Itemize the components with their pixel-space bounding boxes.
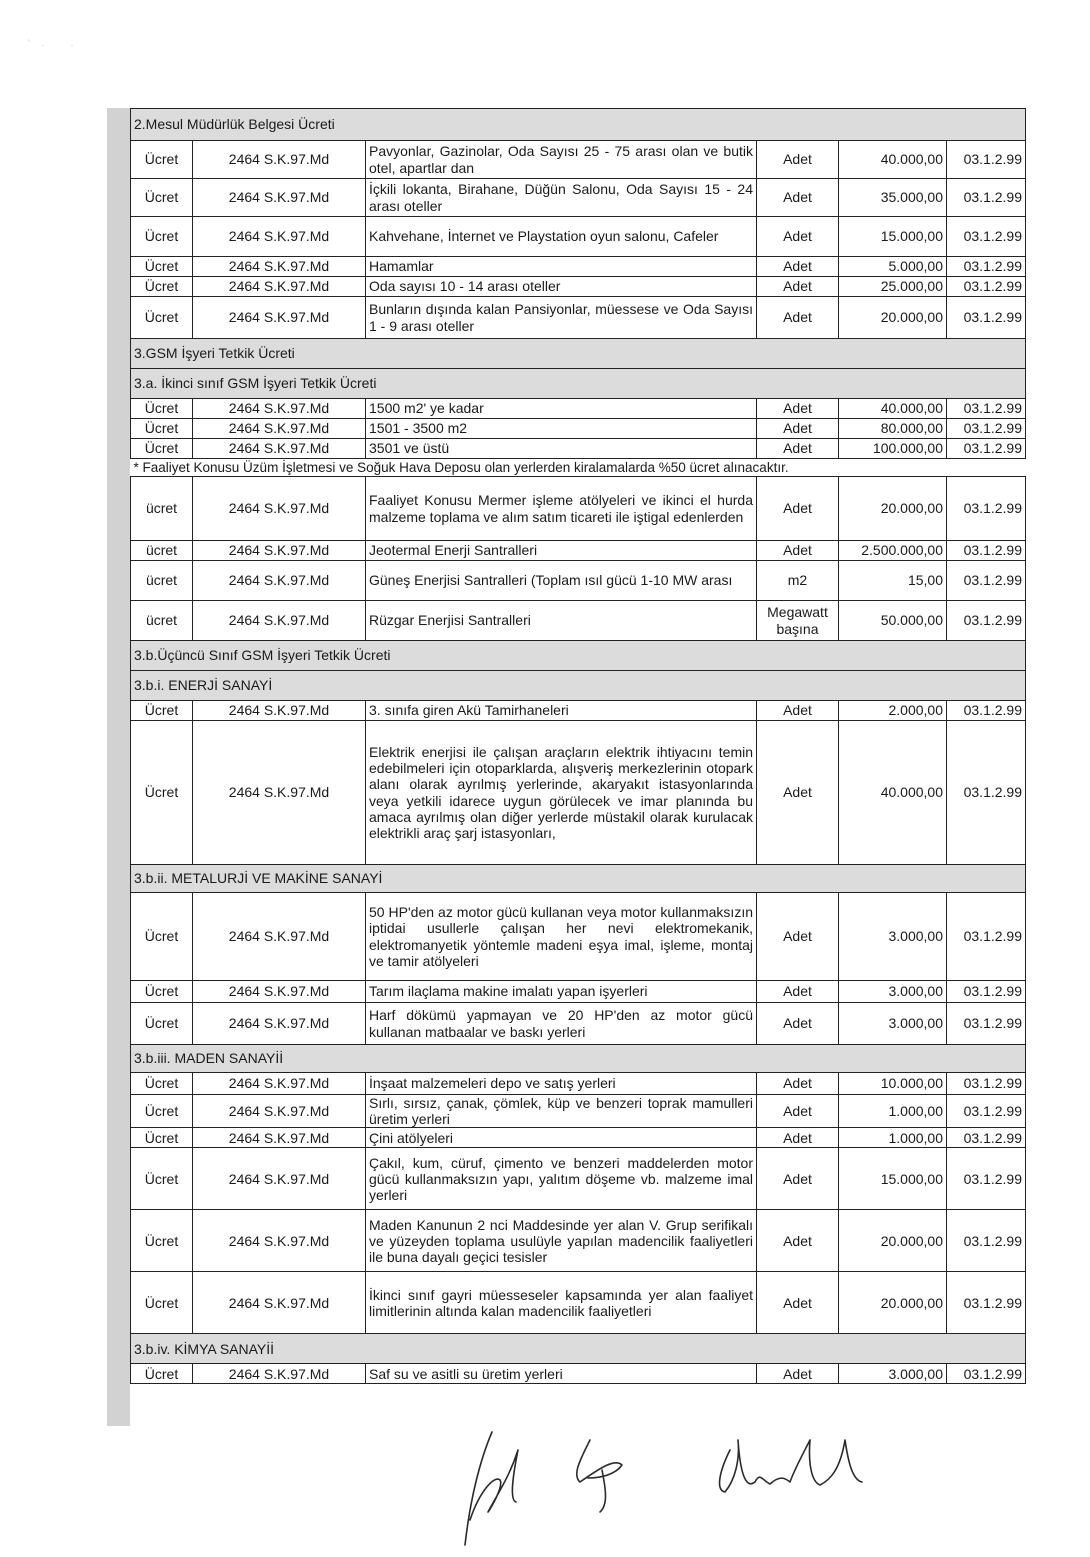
unit-cell: Adet [757,701,839,721]
section-title: 3.b.ii. METALURJİ VE MAKİNE SANAYİ [131,865,1026,893]
fee-type-cell: Ücret [131,1003,193,1045]
law-reference-cell: 2464 S.K.97.Md [193,1272,366,1334]
description-cell: Pavyonlar, Gazinolar, Oda Sayısı 25 - 75 arası olan ve butik otel, apartlar dan [366,141,757,179]
table-row [131,277,1026,297]
table-row [131,1148,1026,1210]
law-reference-cell: 2464 S.K.97.Md [193,179,366,217]
price-cell: 35.000,00 [839,179,947,217]
table-row [131,439,1026,459]
budget-code-cell: 03.1.2.99 [947,1095,1026,1128]
fee-type-cell: Ücret [131,1095,193,1128]
price-cell: 10.000,00 [839,1073,947,1095]
unit-cell: Adet [757,1148,839,1210]
budget-code-cell: 03.1.2.99 [947,561,1026,601]
table-row [131,981,1026,1003]
fee-type-cell: Ücret [131,893,193,981]
table-row [131,1364,1026,1384]
budget-code-cell: 03.1.2.99 [947,1003,1026,1045]
table-row [131,1095,1026,1128]
unit-cell: m2 [757,561,839,601]
signature-3 [720,1440,862,1492]
unit-cell: Adet [757,981,839,1003]
price-cell: 15.000,00 [839,1148,947,1210]
section-header-row [131,339,1026,369]
table-row [131,141,1026,179]
price-cell: 25.000,00 [839,277,947,297]
description-cell: 1500 m2' ye kadar [366,399,757,419]
law-reference-cell: 2464 S.K.97.Md [193,601,366,641]
law-reference-cell: 2464 S.K.97.Md [193,1003,366,1045]
table-row [131,1128,1026,1148]
budget-code-cell: 03.1.2.99 [947,477,1026,541]
law-reference-cell: 2464 S.K.97.Md [193,399,366,419]
section-title: 3.GSM İşyeri Tetkik Ücreti [131,339,1026,369]
description-cell: Kahvehane, İnternet ve Playstation oyun salonu, Cafeler [366,217,757,257]
unit-cell: Adet [757,141,839,179]
binding-stripe [107,108,130,1426]
fee-type-cell: Ücret [131,1148,193,1210]
fee-type-cell: Ücret [131,1128,193,1148]
table-row [131,477,1026,541]
unit-cell: Adet [757,277,839,297]
law-reference-cell: 2464 S.K.97.Md [193,277,366,297]
section-title: 3.a. İkinci sınıf GSM İşyeri Tetkik Ücreti [131,369,1026,399]
law-reference-cell: 2464 S.K.97.Md [193,561,366,601]
price-cell: 3.000,00 [839,893,947,981]
description-cell: İçkili lokanta, Birahane, Düğün Salonu, Oda Sayısı 15 - 24 arası oteller [366,179,757,217]
budget-code-cell: 03.1.2.99 [947,601,1026,641]
fee-type-cell: ücret [131,561,193,601]
section-title: 3.b.iii. MADEN SANAYİİ [131,1045,1026,1073]
description-cell: Güneş Enerjisi Santralleri (Toplam ısıl gücü 1-10 MW arası [366,561,757,601]
footnote-text: * Faaliyet Konusu Üzüm İşletmesi ve Soğuk Hava Deposu olan yerlerden kiralamalarda %50 ücret alınacaktır. [131,459,1026,477]
section-header-row [131,1334,1026,1364]
section-header-row [131,1045,1026,1073]
fee-type-cell: Ücret [131,419,193,439]
law-reference-cell: 2464 S.K.97.Md [193,419,366,439]
section-title: 3.b.Üçüncü Sınıf GSM İşyeri Tetkik Ücreti [131,641,1026,671]
section-title: 3.b.iv. KİMYA SANAYİİ [131,1334,1026,1364]
table-row [131,179,1026,217]
fee-type-cell: Ücret [131,721,193,865]
unit-cell: Adet [757,721,839,865]
price-cell: 2.500.000,00 [839,541,947,561]
budget-code-cell: 03.1.2.99 [947,439,1026,459]
table-row [131,601,1026,641]
description-cell: Çakıl, kum, cüruf, çimento ve benzeri maddelerden motor gücü kullanmaksızın yapı, yalıtım döşeme vb. malzeme imal yerleri [366,1148,757,1210]
table-row [131,297,1026,339]
unit-cell: Adet [757,1364,839,1384]
description-cell: Faaliyet Konusu Mermer işleme atölyeleri ve ikinci el hurda malzeme toplama ve alım satım ticareti ile iştigal edenlerden [366,477,757,541]
price-cell: 5.000,00 [839,257,947,277]
budget-code-cell: 03.1.2.99 [947,419,1026,439]
section-title: 3.b.i. ENERJİ SANAYİ [131,671,1026,701]
description-cell: 3. sınıfa giren Akü Tamirhaneleri [366,701,757,721]
fee-type-cell: ücret [131,601,193,641]
price-cell: 40.000,00 [839,721,947,865]
budget-code-cell: 03.1.2.99 [947,1272,1026,1334]
description-cell: Elektrik enerjisi ile çalışan araçların elektrik ihtiyacını temin edebilmeleri için otoparklarda, alışveriş merkezlerinin otopark alanı olarak ayrılmış yerlerinde, akaryakıt istasyonlarında veya yetkili idarece uygun görülecek ve imar planında bu amaca ayrılmış olan diğer yerlerde müstakil olarak kurulacak elektrikli araç şarj istasyonları, [366,721,757,865]
fee-type-cell: Ücret [131,439,193,459]
price-cell: 40.000,00 [839,399,947,419]
price-cell: 3.000,00 [839,1003,947,1045]
price-cell: 1.000,00 [839,1128,947,1148]
law-reference-cell: 2464 S.K.97.Md [193,1095,366,1128]
unit-cell: Adet [757,217,839,257]
law-reference-cell: 2464 S.K.97.Md [193,141,366,179]
unit-cell: Adet [757,893,839,981]
table-row [131,1003,1026,1045]
budget-code-cell: 03.1.2.99 [947,277,1026,297]
table-row [131,561,1026,601]
price-cell: 2.000,00 [839,701,947,721]
budget-code-cell: 03.1.2.99 [947,981,1026,1003]
price-cell: 1.000,00 [839,1095,947,1128]
law-reference-cell: 2464 S.K.97.Md [193,1364,366,1384]
fee-type-cell: Ücret [131,701,193,721]
unit-cell: Adet [757,1095,839,1128]
unit-cell: Adet [757,1272,839,1334]
law-reference-cell: 2464 S.K.97.Md [193,701,366,721]
description-cell: 1501 - 3500 m2 [366,419,757,439]
section-header-row [131,109,1026,141]
budget-code-cell: 03.1.2.99 [947,217,1026,257]
price-cell: 50.000,00 [839,601,947,641]
description-cell: Saf su ve asitli su üretim yerleri [366,1364,757,1384]
law-reference-cell: 2464 S.K.97.Md [193,1148,366,1210]
fee-type-cell: Ücret [131,1210,193,1272]
fee-type-cell: ücret [131,541,193,561]
section-header-row [131,369,1026,399]
table-row [131,399,1026,419]
price-cell: 20.000,00 [839,297,947,339]
section-header-row [131,641,1026,671]
budget-code-cell: 03.1.2.99 [947,399,1026,419]
table-row [131,701,1026,721]
description-cell: 3501 ve üstü [366,439,757,459]
footnote-row [131,459,1026,477]
unit-cell: Adet [757,1003,839,1045]
table-row [131,1210,1026,1272]
fee-type-cell: ücret [131,477,193,541]
description-cell: 50 HP'den az motor gücü kullanan veya motor kullanmaksızın iptidai usullerle çalışan her nevi elektromekanik, elektromanyetik yöntemle madeni eşya imal, işleme, montaj ve tamir atölyeleri [366,893,757,981]
description-cell: İkinci sınıf gayri müesseseler kapsamında yer alan faaliyet limitlerinin altında kalan madencilik faaliyetleri [366,1272,757,1334]
budget-code-cell: 03.1.2.99 [947,297,1026,339]
table-row [131,419,1026,439]
description-cell: Sırlı, sırsız, çanak, çömlek, küp ve benzeri toprak mamulleri üretim yerleri [366,1095,757,1128]
unit-cell: Adet [757,257,839,277]
table-row [131,217,1026,257]
unit-cell: Adet [757,297,839,339]
description-cell: Harf dökümü yapmayan ve 20 HP'den az motor gücü kullanan matbaalar ve baskı yerleri [366,1003,757,1045]
description-cell: Tarım ilaçlama makine imalatı yapan işyerleri [366,981,757,1003]
law-reference-cell: 2464 S.K.97.Md [193,981,366,1003]
section-header-row [131,671,1026,701]
law-reference-cell: 2464 S.K.97.Md [193,477,366,541]
table-row [131,1073,1026,1095]
price-cell: 40.000,00 [839,141,947,179]
price-cell: 20.000,00 [839,1272,947,1334]
table-row [131,257,1026,277]
budget-code-cell: 03.1.2.99 [947,1148,1026,1210]
fee-type-cell: Ücret [131,141,193,179]
fee-table [130,108,1026,1384]
section-header-row [131,865,1026,893]
table-row [131,541,1026,561]
unit-cell: Adet [757,439,839,459]
budget-code-cell: 03.1.2.99 [947,1210,1026,1272]
budget-code-cell: 03.1.2.99 [947,701,1026,721]
unit-cell: Adet [757,1128,839,1148]
unit-cell: Adet [757,1210,839,1272]
law-reference-cell: 2464 S.K.97.Md [193,893,366,981]
unit-cell: Adet [757,541,839,561]
budget-code-cell: 03.1.2.99 [947,721,1026,865]
section-title: 2.Mesul Müdürlük Belgesi Ücreti [131,109,1026,141]
fee-type-cell: Ücret [131,399,193,419]
signature-2 [577,1440,622,1512]
law-reference-cell: 2464 S.K.97.Md [193,1073,366,1095]
price-cell: 20.000,00 [839,1210,947,1272]
law-reference-cell: 2464 S.K.97.Md [193,1128,366,1148]
fee-type-cell: Ücret [131,981,193,1003]
price-cell: 20.000,00 [839,477,947,541]
fee-type-cell: Ücret [131,1272,193,1334]
law-reference-cell: 2464 S.K.97.Md [193,721,366,865]
price-cell: 15,00 [839,561,947,601]
table-row [131,893,1026,981]
price-cell: 80.000,00 [839,419,947,439]
law-reference-cell: 2464 S.K.97.Md [193,541,366,561]
budget-code-cell: 03.1.2.99 [947,1073,1026,1095]
description-cell: Bunların dışında kalan Pansiyonlar, müessese ve Oda Sayısı 1 - 9 arası oteller [366,297,757,339]
fee-type-cell: Ücret [131,257,193,277]
scan-marks: '. . [28,38,86,48]
law-reference-cell: 2464 S.K.97.Md [193,439,366,459]
fee-table-sheet [107,108,1025,1426]
law-reference-cell: 2464 S.K.97.Md [193,217,366,257]
signature-1 [465,1432,518,1545]
fee-type-cell: Ücret [131,277,193,297]
fee-type-cell: Ücret [131,217,193,257]
description-cell: Oda sayısı 10 - 14 arası oteller [366,277,757,297]
price-cell: 3.000,00 [839,1364,947,1384]
description-cell: Maden Kanunun 2 nci Maddesinde yer alan V. Grup serifikalı ve yüzeyden toplama usulüyle yapılan madencilik faaliyetleri ile buna dayalı geçici tesisler [366,1210,757,1272]
description-cell: Rüzgar Enerjisi Santralleri [366,601,757,641]
description-cell: İnşaat malzemeleri depo ve satış yerleri [366,1073,757,1095]
budget-code-cell: 03.1.2.99 [947,1128,1026,1148]
fee-type-cell: Ücret [131,1364,193,1384]
signatures [440,1420,900,1550]
description-cell: Hamamlar [366,257,757,277]
budget-code-cell: 03.1.2.99 [947,893,1026,981]
fee-type-cell: Ücret [131,179,193,217]
unit-cell: Adet [757,419,839,439]
unit-cell: Adet [757,1073,839,1095]
table-row [131,1272,1026,1334]
law-reference-cell: 2464 S.K.97.Md [193,257,366,277]
unit-cell: Adet [757,399,839,419]
law-reference-cell: 2464 S.K.97.Md [193,297,366,339]
fee-type-cell: Ücret [131,297,193,339]
unit-cell: Adet [757,477,839,541]
table-row [131,721,1026,865]
fee-type-cell: Ücret [131,1073,193,1095]
law-reference-cell: 2464 S.K.97.Md [193,1210,366,1272]
description-cell: Jeotermal Enerji Santralleri [366,541,757,561]
price-cell: 15.000,00 [839,217,947,257]
unit-cell: Adet [757,179,839,217]
description-cell: Çini atölyeleri [366,1128,757,1148]
price-cell: 3.000,00 [839,981,947,1003]
budget-code-cell: 03.1.2.99 [947,179,1026,217]
unit-cell: Megawatt başına [757,601,839,641]
budget-code-cell: 03.1.2.99 [947,257,1026,277]
budget-code-cell: 03.1.2.99 [947,541,1026,561]
budget-code-cell: 03.1.2.99 [947,141,1026,179]
budget-code-cell: 03.1.2.99 [947,1364,1026,1384]
price-cell: 100.000,00 [839,439,947,459]
fee-table-body [131,109,1026,1384]
